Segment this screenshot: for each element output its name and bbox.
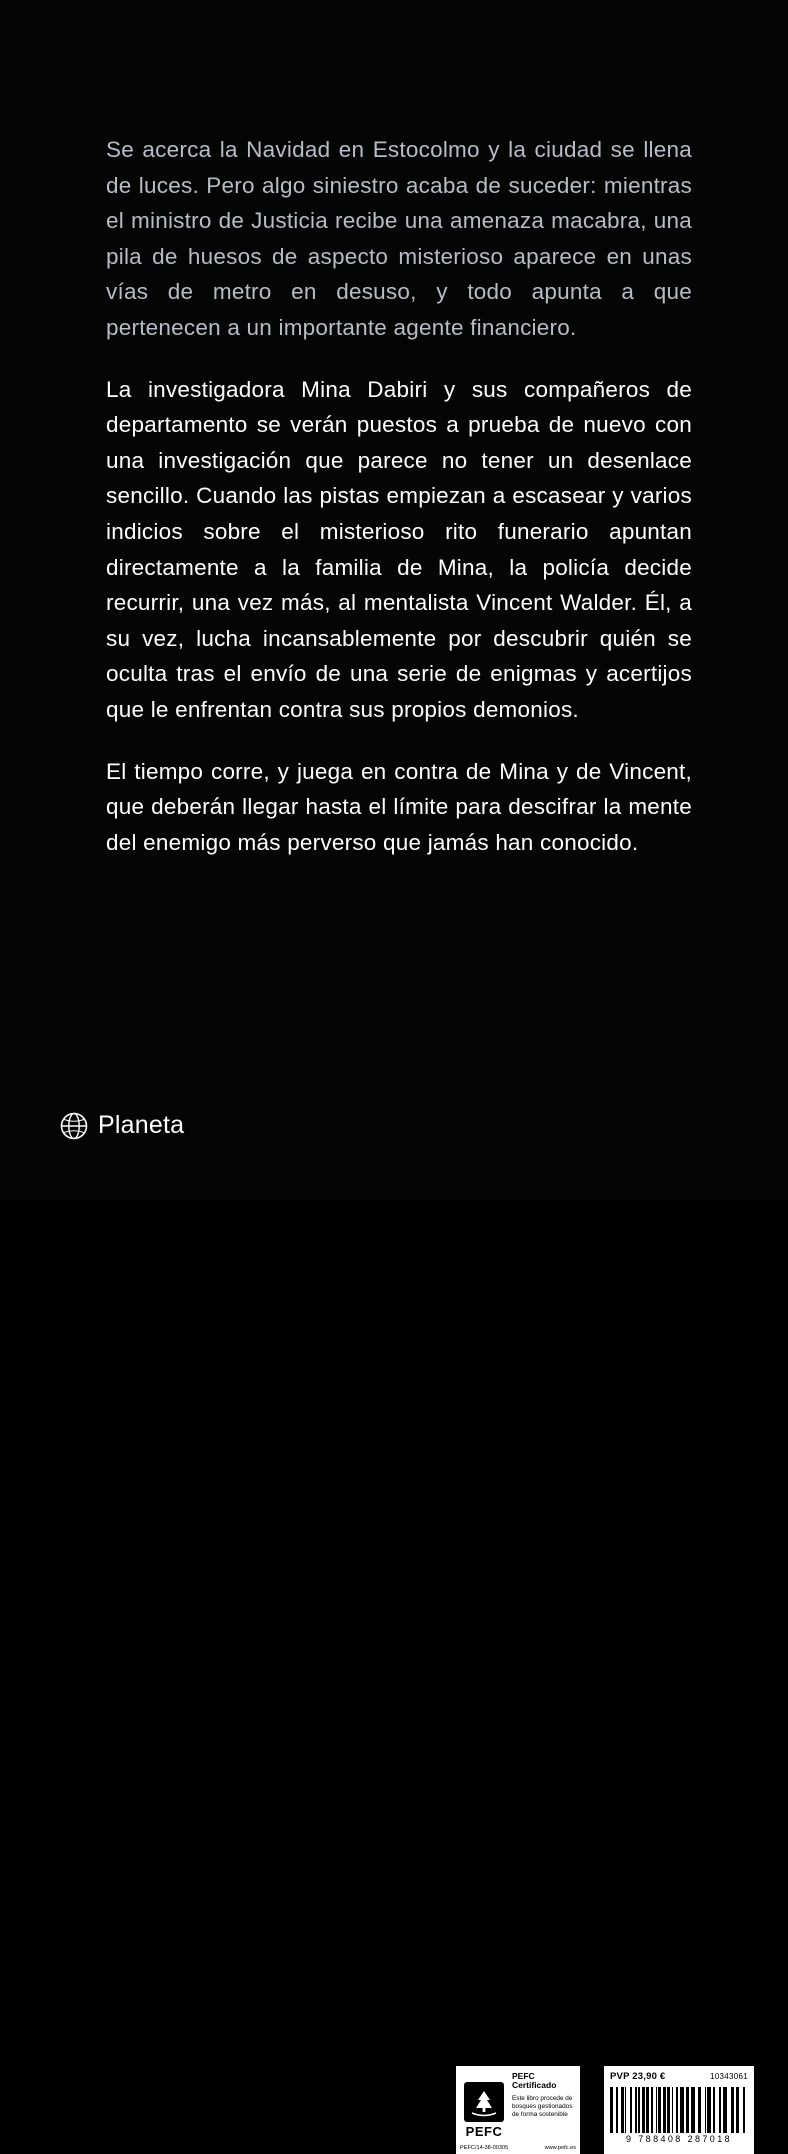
back-cover-footer [0,1010,788,2151]
price-label: PVP 23,90 € [610,2071,666,2082]
pefc-footer [460,2145,576,2151]
blurb-paragraph-3: El tiempo corre, y juega en contra de Mina y de Vincent, que deberán llegar hasta el límite para descifrar la mente del enemigo más perverso que jamás han conocido. [106,758,692,855]
pefc-tree-icon [464,2082,504,2122]
pefc-code: PEFC/14-38-00305 [460,2145,509,2151]
pefc-text [512,2066,580,2154]
barcode-header [610,2071,748,2082]
pefc-website[interactable]: www.pefc.es [544,2145,576,2151]
pefc-description: Este libro procede de bosques gestionados de forma sostenible [512,2094,573,2118]
planeta-globe-icon [60,1112,88,1140]
publisher-logo [60,1111,184,1140]
pefc-logo [456,2066,512,2154]
blurb-paragraph-2: La investigadora Mina Dabiri y sus compañeros de departamento se verán puestos a prueba de nuevo con una investigación que parece no tener un desenlace sencillo. Cuando las pistas empiezan a escasear y varios indicios sobre el misterioso rito funerario apuntan directamente a la familia de Mina, la policía decide recurrir, una vez más, al mentalista Vincent Walder. Él, a su vez, lucha incansablemente por descubrir quién se oculta tras el envío de una serie de enigmas y acertijos que le enfrentan contra sus propios demonios. [106,376,692,722]
barcode-stripes [610,2087,748,2133]
barcode-block [604,2066,754,2154]
blurb-paragraph-1: Se acerca la Navidad en Estocolmo y la ciudad se llena de luces. Pero algo siniestro acaba de suceder: mientras el ministro de Justicia recibe una amenaza macabra, una pila de huesos de aspecto misterioso aparece en unas vías de metro en desuso, y todo apunta a que pertenecen a un importante agente financiero. [106,137,692,340]
blurb-text-block [106,132,692,860]
pefc-certification-label [456,2066,580,2154]
internal-code: 10343061 [710,2072,748,2081]
publisher-name: Planeta [98,1111,185,1139]
pefc-title: PEFC Certificado [512,2071,557,2091]
pefc-brand: PEFC [465,2123,503,2139]
ean-digits: 9 788408 287018 [625,2134,733,2144]
